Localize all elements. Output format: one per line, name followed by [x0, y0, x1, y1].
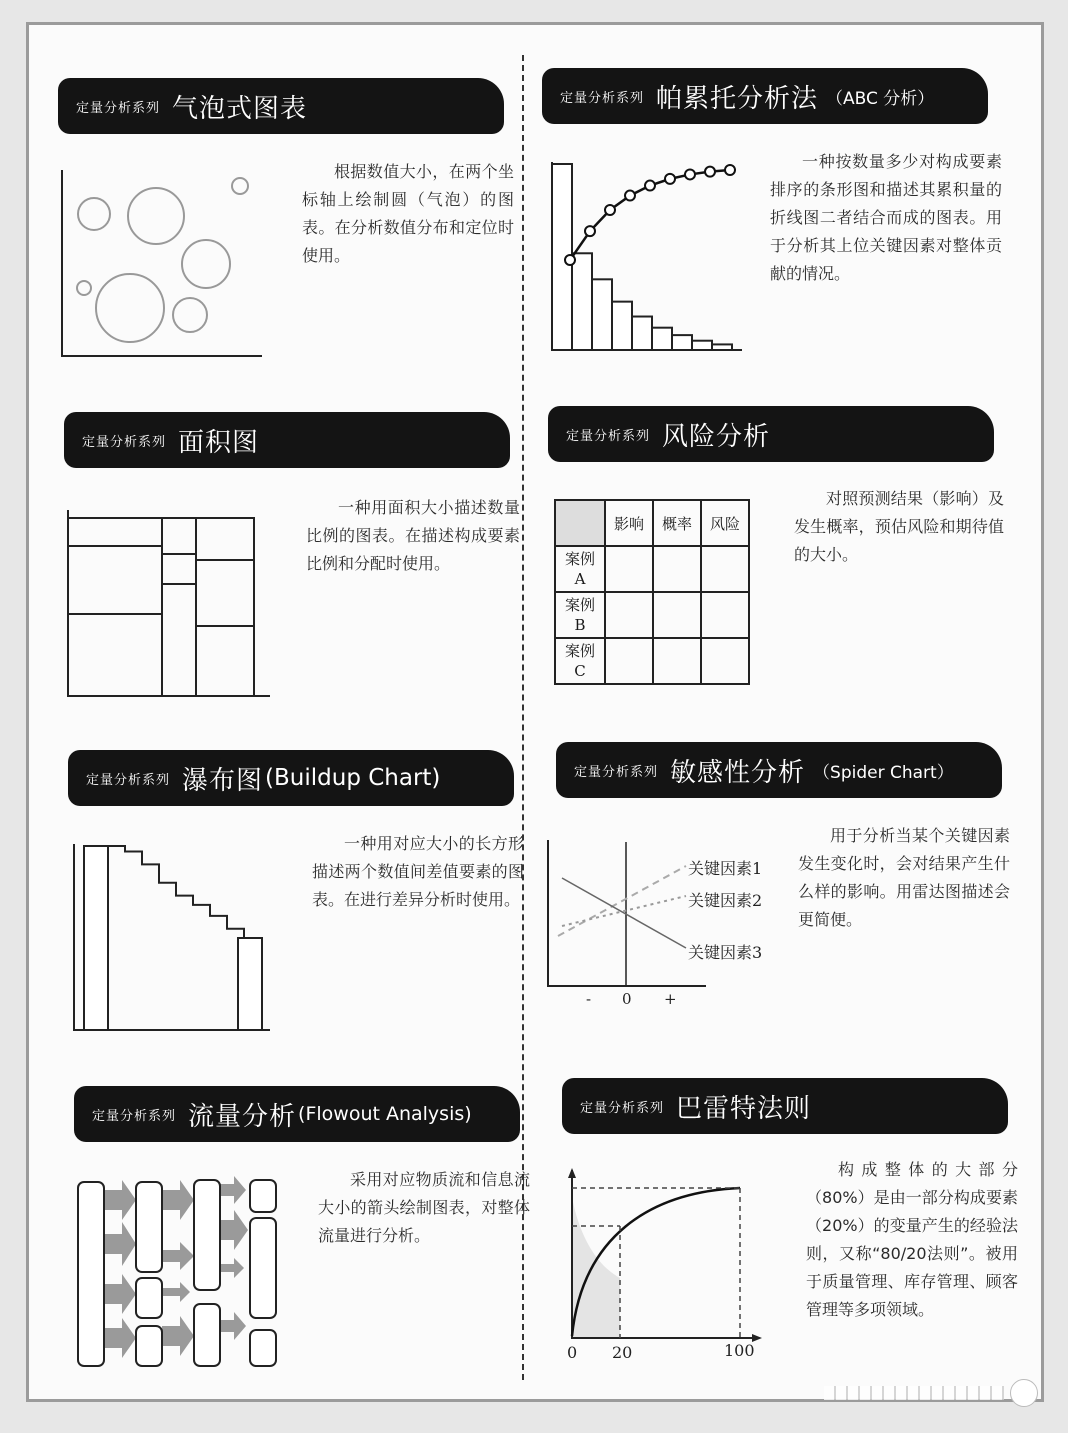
table-corner-cell	[555, 500, 605, 546]
banner-area	[64, 412, 510, 468]
flow-arrow	[162, 1180, 194, 1220]
section-desc-bubble: 根据数值大小，在两个坐标轴上绘制圆（气泡）的图表。在分析数值分布和定位时使用。	[302, 162, 514, 265]
section-title-area: 面积图	[178, 427, 260, 458]
table-cell	[701, 638, 749, 684]
banner-spider	[556, 742, 1002, 798]
series-label: 定量分析系列	[76, 100, 161, 116]
series-label: 定量分析系列	[86, 772, 171, 788]
section-title-waterfall: 瀑布图	[182, 765, 264, 796]
section-title-spider: 敏感性分析	[670, 757, 806, 788]
pareto-bar	[692, 341, 712, 350]
bubble-chart	[56, 168, 266, 363]
axis-label-minus: -	[586, 990, 592, 1008]
pareto-bar	[632, 317, 652, 350]
flow-arrow	[104, 1318, 136, 1358]
watermark-logo-icon	[1010, 1379, 1038, 1407]
flow-arrow	[220, 1312, 246, 1340]
section-title-flow: 流量分析	[188, 1101, 297, 1132]
waterfall-chart	[70, 842, 276, 1036]
section-desc-flow: 采用对应物质流和信息流大小的箭头绘制图表，对整体流量进行分析。	[318, 1170, 530, 1245]
watermark	[808, 1380, 1038, 1406]
table-cell	[701, 592, 749, 638]
bubble	[77, 281, 91, 295]
section-desc-pareto: 一种按数量多少对构成要素排序的条形图和描述其累积量的折线图二者结合而成的图表。用于分析其上位关键因素对整体贡献的情况。	[770, 152, 1002, 283]
series-label: 定量分析系列	[82, 434, 167, 450]
table-header-row	[555, 500, 749, 546]
pareto-bar	[672, 335, 692, 350]
table-row-header: 案例 C	[555, 638, 605, 684]
flow-node	[78, 1182, 104, 1366]
flow-arrow	[162, 1316, 194, 1356]
flow-chart	[76, 1176, 282, 1370]
pareto-point	[565, 255, 575, 265]
pareto-point	[625, 191, 635, 201]
flow-node	[250, 1218, 276, 1318]
pareto-point	[725, 165, 735, 175]
flow-node	[194, 1180, 220, 1290]
series-label: 定量分析系列	[574, 764, 659, 780]
area-chart	[64, 508, 274, 700]
waterfall-bar	[84, 846, 108, 1030]
section-desc-risk: 对照预测结果（影响）及发生概率，预估风险和期待值的大小。	[794, 489, 1004, 564]
section-desc-area: 一种用面积大小描述数量比例的图表。在描述构成要素比例和分配时使用。	[306, 498, 520, 573]
watermark-text-bar	[824, 1386, 1004, 1400]
pareto-law-chart	[558, 1168, 768, 1364]
banner-waterfall	[68, 750, 514, 806]
factor-label-3: 关键因素3	[688, 943, 763, 962]
section-subtitle-flow: (Flowout Analysis)	[298, 1103, 472, 1125]
axis-label-zero: 0	[567, 1343, 578, 1362]
banner-pareto	[542, 68, 988, 124]
spider-chart	[544, 838, 784, 1010]
bubble	[96, 274, 164, 342]
table-cell	[605, 546, 653, 592]
section-title-risk: 风险分析	[662, 421, 771, 452]
table-cell	[653, 592, 701, 638]
factor-label-2: 关键因素2	[688, 891, 763, 910]
series-label: 定量分析系列	[580, 1100, 665, 1116]
banner-risk	[548, 406, 994, 462]
pareto-chart	[546, 160, 756, 356]
pareto-point	[665, 174, 675, 184]
flow-node	[250, 1330, 276, 1366]
table-row	[555, 592, 749, 638]
table-cell	[653, 546, 701, 592]
section-title-bubble: 气泡式图表	[172, 93, 308, 124]
axis-label-hundred: 100	[724, 1341, 755, 1360]
pareto-point	[705, 167, 715, 177]
table-cell	[605, 638, 653, 684]
table-column-header: 影响	[605, 500, 653, 546]
pareto-bar	[652, 328, 672, 350]
series-label: 定量分析系列	[92, 1108, 177, 1124]
flow-arrow	[220, 1258, 244, 1278]
pareto-point	[645, 181, 655, 191]
flow-node	[250, 1180, 276, 1212]
table-row-header: 案例 B	[555, 592, 605, 638]
section-desc-spider: 用于分析当某个关键因素发生变化时，会对结果产生什么样的影响。用雷达图描述会更简便。	[798, 826, 1010, 929]
pareto-point	[605, 205, 615, 215]
axis-label-twenty: 20	[612, 1343, 633, 1362]
section-desc-waterfall: 一种用对应大小的长方形描述两个数值间差值要素的图表。在进行差异分析时使用。	[312, 834, 524, 909]
table-column-header: 概率	[653, 500, 701, 546]
table-row	[555, 638, 749, 684]
pareto-bar	[612, 302, 632, 350]
bubble	[232, 178, 248, 194]
table-column-header: 风险	[701, 500, 749, 546]
flow-arrow	[162, 1242, 194, 1270]
section-title-pareto-law: 巴雷特法则	[676, 1093, 812, 1124]
pareto-bar	[572, 253, 592, 350]
pareto-bar	[592, 279, 612, 350]
pareto-point	[685, 169, 695, 179]
table-cell	[653, 638, 701, 684]
bubble	[78, 198, 110, 230]
bubble	[182, 240, 230, 288]
factor-label-1: 关键因素1	[688, 859, 763, 878]
banner-pareto-law	[562, 1078, 1008, 1134]
section-desc-pareto-law: 构成整体的大部分（80%）是由一部分构成要素（20%）的变量产生的经验法则，又称“80/20法则”。被用于质量管理、库存管理、顾客管理等多项领域。	[806, 1160, 1018, 1319]
risk-table	[554, 499, 750, 685]
flow-arrow	[104, 1222, 136, 1266]
axis-label-plus: +	[664, 990, 677, 1008]
axis-label-zero: 0	[622, 990, 632, 1008]
banner-flow	[74, 1086, 520, 1142]
flow-node	[194, 1304, 220, 1366]
bubble	[173, 298, 207, 332]
banner-bubble	[58, 78, 504, 134]
section-title-pareto: 帕累托分析法	[656, 83, 819, 114]
table-row	[555, 546, 749, 592]
series-label: 定量分析系列	[566, 428, 651, 444]
flow-node	[136, 1278, 162, 1318]
flow-arrow	[162, 1282, 190, 1302]
series-label: 定量分析系列	[560, 90, 645, 106]
table-cell	[605, 592, 653, 638]
flow-arrow	[220, 1176, 246, 1204]
flow-arrow	[220, 1210, 248, 1250]
flow-arrow	[104, 1274, 136, 1314]
pareto-point	[585, 226, 595, 236]
section-subtitle-waterfall: (Buildup Chart)	[265, 765, 441, 791]
section-subtitle-spider: （Spider Chart）	[813, 762, 954, 783]
waterfall-bar	[238, 938, 262, 1030]
flow-arrow	[104, 1180, 136, 1220]
bubble	[128, 188, 184, 244]
flow-node	[136, 1326, 162, 1366]
flow-node	[136, 1182, 162, 1272]
sensitivity-line-3	[562, 878, 686, 948]
section-subtitle-pareto: （ABC 分析）	[826, 88, 935, 109]
table-cell	[701, 546, 749, 592]
table-row-header: 案例 A	[555, 546, 605, 592]
